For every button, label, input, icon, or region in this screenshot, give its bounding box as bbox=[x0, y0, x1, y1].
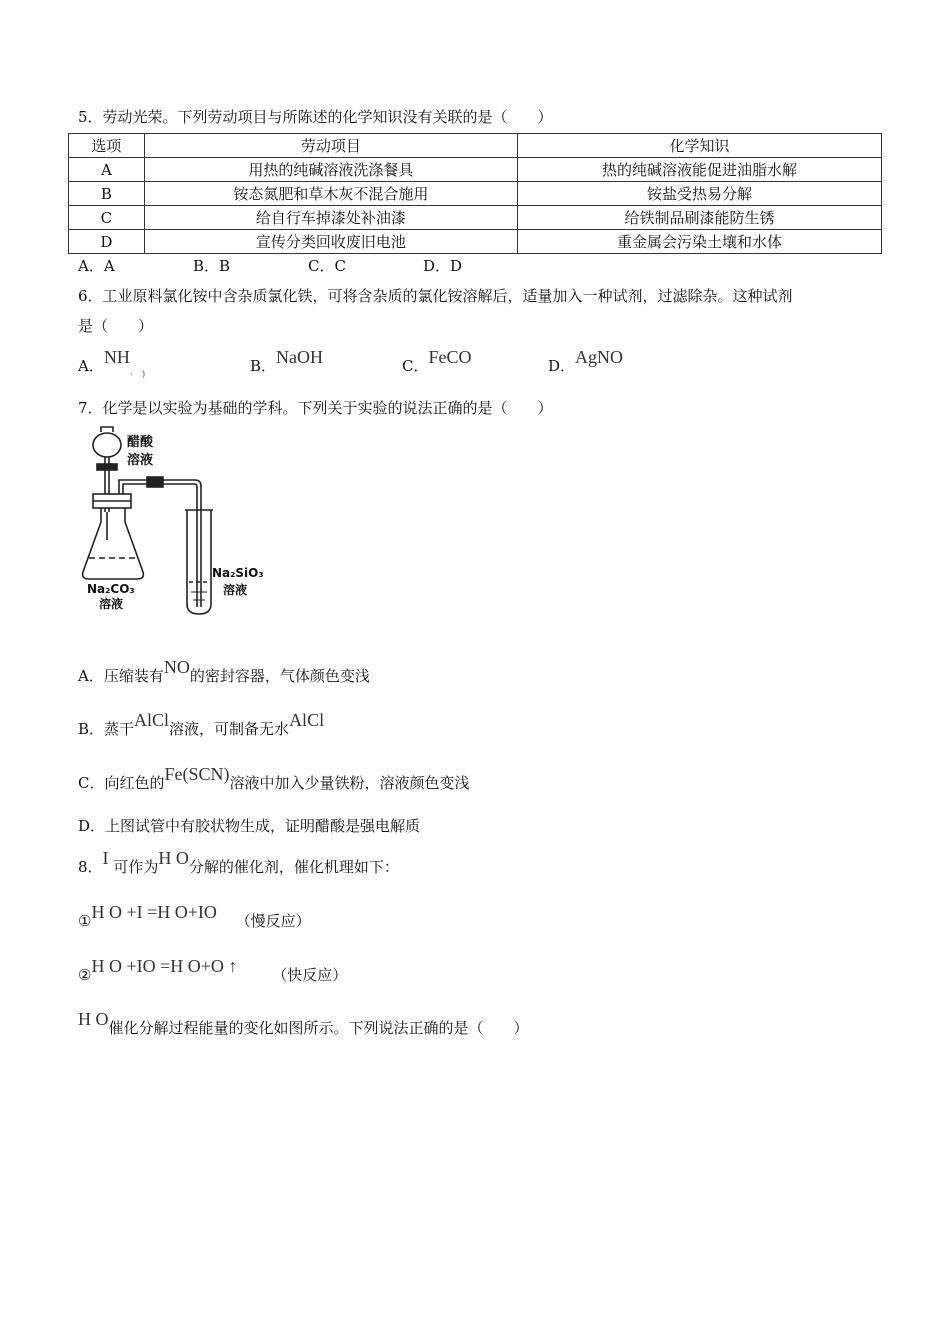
table-row bbox=[69, 206, 882, 230]
formula-i: I bbox=[102, 848, 109, 868]
flask-label-2: 溶液 bbox=[99, 597, 124, 611]
table-cell: A bbox=[69, 158, 145, 182]
option-text: 的密封容器，气体颜色变浅 bbox=[189, 667, 370, 685]
table-header: 化学知识 bbox=[517, 134, 881, 158]
q6-option-a bbox=[78, 347, 146, 380]
formula-h2o2: H O bbox=[158, 848, 189, 868]
q5-stem: 5．劳动光荣。下列劳动项目与所陈述的化学知识没有关联的是（ ） bbox=[78, 108, 553, 126]
table-cell: 重金属会污染土壤和水体 bbox=[517, 230, 881, 254]
q5-option-d: D．D bbox=[423, 257, 463, 275]
option-label: A． bbox=[78, 357, 104, 375]
table-cell: 给铁制品刷漆能防生锈 bbox=[517, 206, 881, 230]
formula-feco: FeCO bbox=[428, 347, 472, 367]
stem-text: 可作为 bbox=[113, 858, 159, 876]
apparatus-figure bbox=[75, 422, 285, 622]
formula-fescn: Fe(SCN) bbox=[164, 764, 230, 784]
conical-flask bbox=[83, 508, 144, 579]
q7-stem: 7．化学是以实验为基础的学科。下列关于实验的说法正确的是（ ） bbox=[78, 399, 553, 417]
reaction-note: （慢反应） bbox=[235, 912, 311, 930]
q6-option-c bbox=[402, 347, 472, 376]
formula-nh: NH bbox=[103, 347, 130, 367]
table-cell: 铵盐受热易分解 bbox=[517, 182, 881, 206]
formula-tail: · ) bbox=[129, 370, 146, 380]
option-text: B．蒸干 bbox=[78, 720, 135, 738]
q5-option-b: B．B bbox=[193, 257, 231, 275]
test-tube bbox=[187, 510, 211, 614]
tube-label-2: 溶液 bbox=[223, 583, 248, 597]
table-cell: 给自行车掉漆处补油漆 bbox=[144, 206, 517, 230]
tube-label-1: Na₂SiO₃ bbox=[212, 566, 264, 580]
q7-option-d: D．上图试管中有胶状物生成，证明醋酸是强电解质 bbox=[78, 817, 421, 835]
q7-option-a bbox=[78, 657, 370, 686]
reaction-note: （快反应） bbox=[272, 966, 348, 984]
q7-option-b bbox=[78, 710, 325, 739]
table-cell: 用热的纯碱溶液洗涤餐具 bbox=[144, 158, 517, 182]
funnel-bulb bbox=[93, 433, 121, 457]
table-cell: 宣传分类回收废旧电池 bbox=[144, 230, 517, 254]
q7-option-c bbox=[78, 764, 470, 793]
table-cell: 热的纯碱溶液能促进油脂水解 bbox=[517, 158, 881, 182]
formula-alcl: AlCl bbox=[289, 710, 325, 730]
option-text: C．向红色的 bbox=[78, 774, 165, 792]
q8-reaction-1 bbox=[78, 902, 311, 931]
formula-agno: AgNO bbox=[575, 347, 624, 367]
flask-label-1: Na₂CO₃ bbox=[87, 582, 135, 596]
reaction-formula: H O +I =H O+IO bbox=[91, 902, 217, 922]
reaction-marker: ① bbox=[78, 912, 92, 930]
reaction-formula: H O +IO =H O+O ↑ bbox=[91, 956, 238, 976]
table-cell: C bbox=[69, 206, 145, 230]
q8-stem bbox=[78, 848, 399, 877]
formula-naoh: NaOH bbox=[276, 347, 324, 367]
table-row bbox=[69, 230, 882, 254]
q8-last-line bbox=[78, 1009, 529, 1038]
formula-no: NO bbox=[163, 657, 190, 677]
reaction-marker: ② bbox=[78, 966, 92, 984]
q6-option-d bbox=[548, 347, 624, 376]
option-text: 溶液，可制备无水 bbox=[169, 720, 290, 738]
q5-option-c: C．C bbox=[308, 257, 346, 275]
funnel-label-1: 醋酸 bbox=[127, 435, 154, 450]
table-cell: D bbox=[69, 230, 145, 254]
q6-stem-line1: 6．工业原料氯化铵中含杂质氯化铁，可将含杂质的氯化铵溶解后，适量加入一种试剂，过滤除杂。这种试剂 bbox=[78, 287, 793, 305]
q8-reaction-2 bbox=[78, 956, 348, 985]
table-header-row bbox=[69, 134, 882, 158]
funnel-label-2: 溶液 bbox=[127, 453, 154, 468]
stem-text: 催化分解过程能量的变化如图所示。下列说法正确的是（ ） bbox=[108, 1019, 529, 1037]
q6-stem-line2: 是（ ） bbox=[78, 317, 154, 335]
q5-option-a: A．A bbox=[78, 257, 115, 275]
table-header: 选项 bbox=[69, 134, 145, 158]
q5-table bbox=[68, 133, 882, 254]
option-text: 溶液中加入少量铁粉，溶液颜色变浅 bbox=[229, 774, 470, 792]
table-row bbox=[69, 182, 882, 206]
option-text: A．压缩装有 bbox=[78, 667, 164, 685]
question-number: 8． bbox=[78, 858, 103, 876]
option-label: B． bbox=[250, 357, 277, 375]
table-row bbox=[69, 158, 882, 182]
stem-text: 分解的催化剂，催化机理如下： bbox=[188, 858, 399, 876]
q6-option-b bbox=[250, 347, 324, 376]
table-cell: 铵态氮肥和草木灰不混合施用 bbox=[144, 182, 517, 206]
table-header: 劳动项目 bbox=[144, 134, 517, 158]
option-label: D． bbox=[548, 357, 576, 375]
table-cell: B bbox=[69, 182, 145, 206]
option-label: C． bbox=[402, 357, 429, 375]
formula-h2o2: H O bbox=[78, 1009, 109, 1029]
formula-alcl: AlCl bbox=[134, 710, 170, 730]
